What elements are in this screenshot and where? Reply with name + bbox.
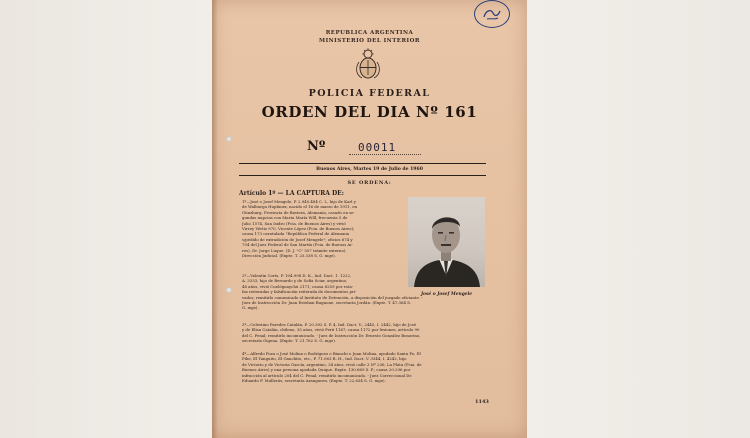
institution-name: POLICIA FEDERAL	[308, 88, 431, 99]
entry-1	[242, 199, 405, 258]
entry-line: infracción al artículo 204 del C. Penal; remitirlo incomunicado. - Juez Correccional Dr.	[242, 372, 413, 378]
entry-line: Virrey Vértiz 970, Vicente López (Pcia. de Buenos Aires);	[242, 226, 355, 232]
entry-line: G. mge).	[242, 305, 259, 311]
entry-line: A. 3333, hijo de Bernardo y de Sofía Sciar, argentino,	[242, 278, 348, 284]
entry-line: 2º—Valentín Corts, P. 104.998 D. K., Ind. Dact. 1. 1222,	[242, 273, 352, 278]
entry-line: causa 173 caratulada "República Federal de Alemania	[242, 231, 350, 237]
entry-line: secretaría Gigena. (Expte. T. 21.782 S. G. mge).	[242, 338, 337, 344]
entry-line: Günzburg, Provincia de Baviera, Alemania, casado en se-	[242, 209, 355, 215]
entry-line: de Victorio y de Victoria García, argentino, 34 años, vivió calle 3 Nº 236, La Plata (Pcia. de	[242, 361, 422, 367]
entry-line: 4º—Alfredo Poza o José Molina o Rodríguez o Bianchi o Juan Molina, apodado Santa Fe, El	[242, 351, 421, 356]
number-underline	[349, 154, 421, 155]
articulo-heading: Artículo 1º — LA CAPTURA DE:	[239, 190, 344, 197]
entry-4	[242, 351, 502, 383]
entry-line: 704 del Juez Federal de San Martín (Pcia. de Buenos Ai-	[242, 242, 353, 248]
entry-line: Julio 1574, San Isidro (Pcia. de Buenos Aires) y vivió	[242, 220, 346, 226]
entry-line: vados; remitirlo comunicado al Instituto de Detención, a disposición del juzgado oficiante. -	[242, 294, 423, 300]
entry-line: fas reiteradas y falsificación reiterada de documentos pri-	[242, 289, 357, 295]
entry-3	[242, 322, 502, 344]
document-page	[212, 0, 527, 438]
entry-line: s/pedido de extradición de Josef Mengele"; oficios 674 y	[242, 236, 353, 242]
photo-caption: José o Josef Mengele	[420, 292, 473, 297]
punch-hole	[226, 287, 232, 293]
divider-top	[239, 163, 486, 164]
entry-line: Eduardo F. Mullerás, secretaría Aranguren. (Expte. T. 22.634 S. G. mge).	[242, 378, 386, 384]
entry-line: Pibe, El Tanguito, El Gauchito, etc., P. 71.063 R. H., Ind. Dact. V. 3344, I. 4242, hijo	[242, 356, 407, 362]
entry-line: gundas nupcias con Marta María Will, frecuenta 5 de	[242, 215, 348, 221]
date-line: Buenos Aires, Martes 19 de Julio de 1960	[316, 167, 423, 172]
entry-line: Buenos Aires) y una persona apodada Quique. Expte. 130.669 S. P.; causa 20.296 por	[242, 367, 411, 373]
background-left	[0, 0, 212, 438]
entry-line: del C. Penal; remitirlo incomunicado. - Juez de Instrucción Dr. Ernesto González Bonorino,	[242, 332, 421, 338]
punch-hole	[226, 136, 232, 142]
entry-line: 46 años, vivió Cuelóguaychú 2171; causa 8259 por esta-	[242, 283, 354, 289]
document-title: ORDEN DEL DIA Nº 161	[261, 103, 478, 121]
entry-line: 3º—Celestino Paredes Catalán, P. 20.392 S. P. 4, Ind. Dact. V., 2445, I. 2442, hijo de José	[242, 322, 417, 327]
entry-line: de Walburga Hupfauer, nacido el 16 de marzo de 1911, en	[242, 204, 358, 210]
divider-bottom	[239, 175, 486, 176]
se-ordena-heading: SE ORDENA:	[347, 180, 392, 186]
entry-line: res), Dr. Jorge Luque. (D. J. "C" 507 trámite externo).	[242, 247, 347, 253]
coat-of-arms-icon	[353, 48, 383, 80]
entry-line: Dirección Judicial. (Expte. T. 25.338 S. G. mge).	[242, 253, 336, 259]
entry-2	[242, 273, 502, 311]
document-number: 00011	[358, 141, 397, 154]
number-label: Nº	[307, 139, 326, 154]
background-right	[527, 0, 750, 438]
entry-line: 1º—José o Josef Mengele, P. 2.940.484 C. I., hijo de Karl y	[242, 199, 356, 204]
page-edge-shadow	[212, 0, 218, 438]
republica-heading: REPUBLICA ARGENTINA	[325, 30, 414, 36]
page-number: 1143	[475, 399, 489, 405]
circular-stamp-icon	[474, 0, 510, 28]
entry-line: Juez de Instrucción Dr. Juan Esteban Bugnone, secretaría Jordán. (Expte. T. 47.364 S.	[242, 300, 411, 306]
ministerio-heading: MINISTERIO DEL INTERIOR	[318, 38, 420, 44]
entry-line: y de Elisa Catalán, chileno, 35 años, vivió Perú 1167; causa 1172 por lesiones, artículo 90	[242, 327, 420, 333]
